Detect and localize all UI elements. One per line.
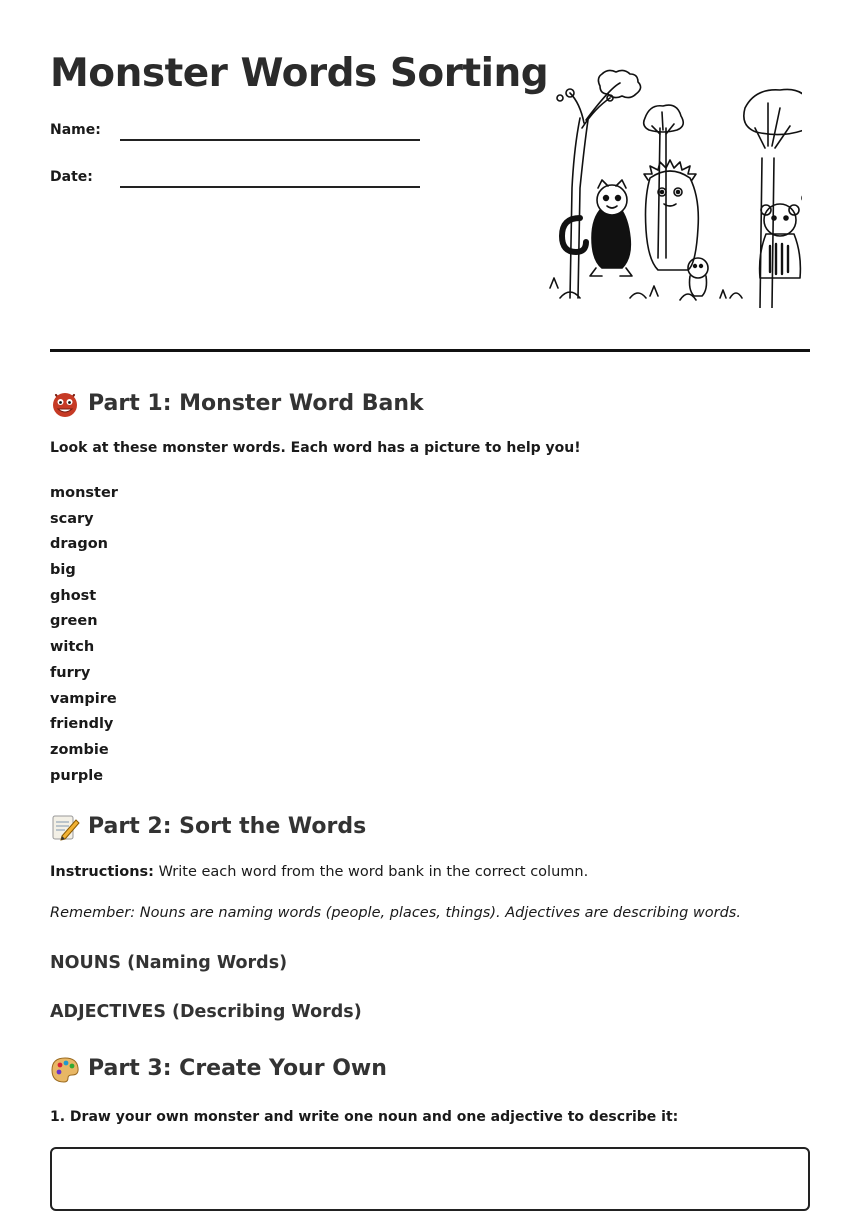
instructions-label: Instructions: [50,864,154,880]
list-item: purple [50,767,104,784]
part2-heading-text: Part 2: Sort the Words [88,814,367,839]
part1-intro: Look at these monster words. Each word has a picture to help you! [50,440,581,456]
question-1: 1. Draw your own monster and write one noun and one adjective to describe it: [50,1109,679,1125]
instructions-text: Write each word from the word bank in the correct column. [158,864,589,880]
list-item: zombie [50,741,109,758]
list-item: ghost [50,587,97,604]
list-item: vampire [50,690,117,707]
memo-pencil-icon [50,812,80,842]
monster-forest-illustration [540,68,802,308]
list-item: witch [50,639,95,656]
remember-note: Remember: Nouns are naming words (people, places, things). Adjectives are describing words. [50,905,741,921]
part3-heading-text: Part 3: Create Your Own [88,1056,387,1081]
name-line[interactable] [120,139,420,141]
list-item: monster [50,485,118,501]
part1-heading-text: Part 1: Monster Word Bank [88,391,424,416]
artist-palette-icon [50,1054,80,1084]
drawing-box[interactable] [50,1147,810,1211]
instructions-line [50,864,588,880]
part2-heading [50,812,366,842]
date-label: Date: [50,169,93,185]
monster-face-icon [50,389,80,419]
word-bank-list [50,482,118,790]
date-line[interactable] [120,186,420,188]
name-field[interactable] [50,122,420,142]
list-item: big [50,562,76,579]
list-item: friendly [50,716,114,733]
date-field[interactable] [50,169,420,189]
list-item: scary [50,510,94,527]
name-label: Name: [50,122,101,138]
header-divider [50,349,810,352]
part3-heading [50,1054,387,1084]
list-item: dragon [50,536,108,553]
adjectives-heading: ADJECTIVES (Describing Words) [50,1002,362,1022]
worksheet-title: Monster Words Sorting [50,51,549,96]
part1-heading [50,389,424,419]
list-item: furry [50,664,91,681]
nouns-heading: NOUNS (Naming Words) [50,953,288,973]
list-item: green [50,613,98,630]
